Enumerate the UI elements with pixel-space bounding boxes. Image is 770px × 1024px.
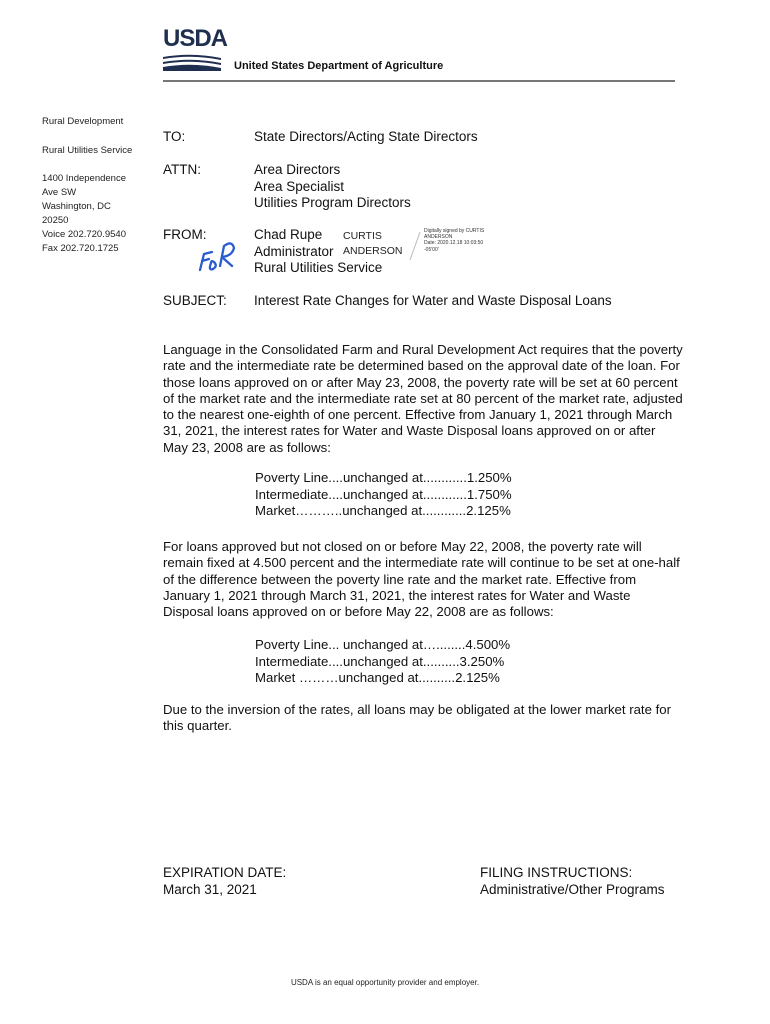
attn-line: Area Specialist [254,178,345,194]
digital-line: Digitally signed by CURTIS [424,228,485,234]
digital-line: ANDERSON [424,234,453,241]
handwritten-signature [192,230,246,278]
expiration-value: March 31, 2021 [163,882,257,897]
sidebar-line: Fax 202.720.1725 [42,243,119,254]
agency-name: United States Department of Agriculture [234,60,444,72]
from-line: Chad Rupe [254,227,323,242]
from-line: Administrator [254,243,334,259]
signature-slash [408,230,422,262]
sidebar-line: Voice 202.720.9540 [42,229,126,240]
logo-text: USDA [163,25,228,52]
digital-line: -05'00' [424,246,439,253]
sidebar-line: 20250 [42,215,69,226]
sidebar-rural-development [42,115,123,129]
attn-values [254,162,411,212]
rate-line: Poverty Line... unchanged at…........4.500% [255,637,511,652]
rate-line: Market ………unchanged at..........2.125% [255,670,500,685]
rate-line: Intermediate....unchanged at............1.750% [255,486,512,502]
expiration-label: EXPIRATION DATE: [163,865,287,880]
logo-stripes-icon [163,54,221,71]
rates-table-2 [255,637,510,687]
rate-line: Poverty Line....unchanged at............1.250% [255,470,512,485]
from-label: FROM: [163,227,207,242]
rate-line: Intermediate....unchanged at..........3.250% [255,653,505,669]
sidebar-rus [42,144,132,158]
header-divider [163,80,675,82]
rate-line: Market………..unchanged at............2.125% [255,503,511,518]
sidebar-line: Washington, DC [42,201,111,212]
attn-line: Area Directors [254,162,341,177]
usda-logo [163,25,228,71]
digital-signature-text [424,228,504,253]
sidebar-line: Rural Utilities Service [42,145,133,156]
filing-label: FILING INSTRUCTIONS: [480,865,633,880]
sidebar-address [42,172,126,256]
digital-line: Date: 2020.12.18 10:03:50 [424,240,484,247]
attn-label: ATTN: [163,162,201,177]
to-value: State Directors/Acting State Directors [254,129,478,144]
body-paragraph-1: Language in the Consolidated Farm and Rural Development Act requires that the poverty rate and the intermediate rate be determined based on the approval date of the loan. For those loans approved on or after May 23, 2008, the poverty rate will be set at 60 percent of the market rate and the intermediate rate set at 80 percent of the market rate, adjusted to the nearest one-eighth of one percent. Effective from January 1, 2021 through March 31, 2021, the interest rates for Water and Waste Disposal loans approved on or after May 23, 2008 are as follows: [163,342,683,455]
attn-line: Utilities Program Directors [254,195,411,210]
subject-label: SUBJECT: [163,293,227,308]
sidebar-line: Ave SW [42,187,77,198]
footer-text: USDA is an equal opportunity provider and employer. [290,978,480,987]
to-label: TO: [163,129,186,144]
signer-first-name: CURTIS [343,230,382,242]
sidebar-line: 1400 Independence [42,173,126,184]
filing-value: Administrative/Other Programs [480,882,665,897]
rates-table-1 [255,470,512,520]
body-paragraph-3: Due to the inversion of the rates, all loans may be obligated at the lower market rate for this quarter. [163,702,671,734]
from-line: Rural Utilities Service [254,260,383,275]
subject-value: Interest Rate Changes for Water and Waste Disposal Loans [254,293,612,308]
sidebar-line: Rural Development [42,116,124,127]
signer-last-name: ANDERSON [343,245,403,257]
body-paragraph-2: For loans approved but not closed on or before May 22, 2008, the poverty rate will remain fixed at 4.500 percent and the intermediate rate will continue to be set at one-half of the difference between the poverty line rate and the market rate. Effective from January 1, 2021 through March 31, 2021, the interest rates for Water and Waste Disposal loans approved on or before May 22, 2008 are as follows: [163,539,680,620]
